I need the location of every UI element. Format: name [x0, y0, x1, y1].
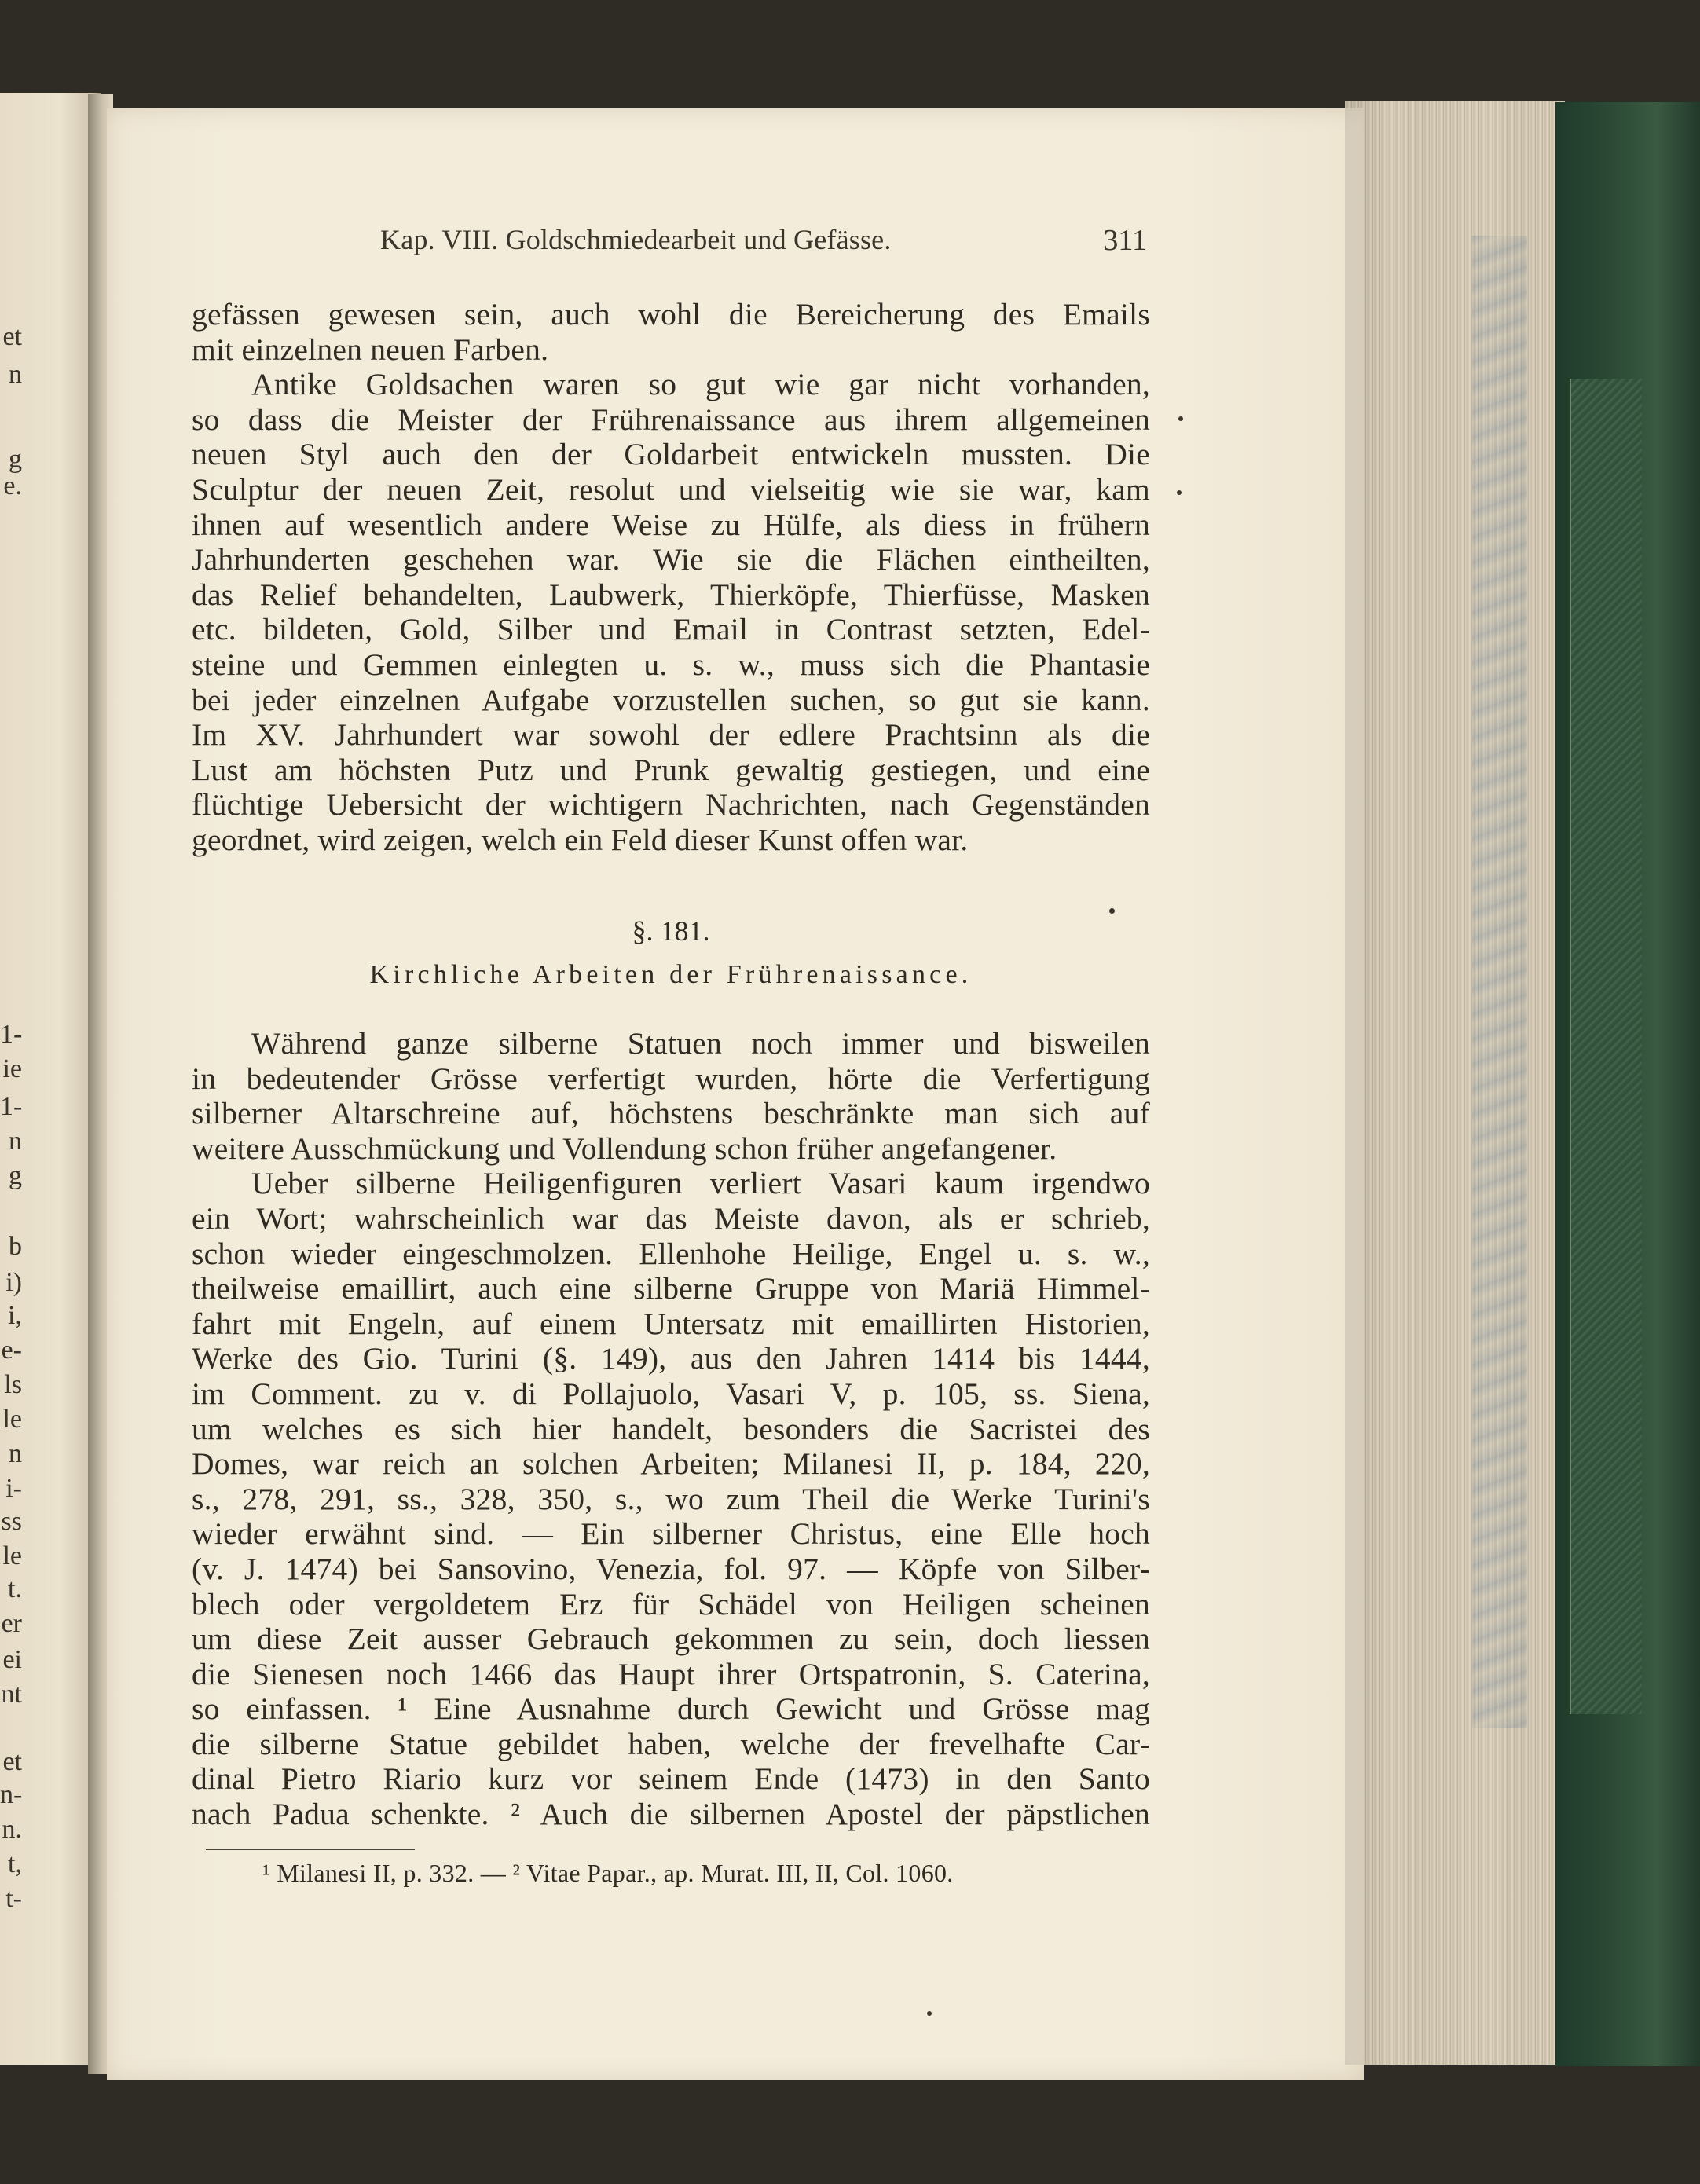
text-line: flüchtige Uebersicht der wichtigern Nachrichten, nach Gegenständen [192, 787, 1150, 823]
left-page-fragment: le [2, 1405, 22, 1434]
text-line: so einfassen. ¹ Eine Ausnahme durch Gewicht und Grösse mag [192, 1691, 1150, 1727]
text-line: bei jeder einzelnen Aufgabe vorzustellen suchen, so gut sie kann. [192, 682, 1150, 717]
text-line: gefässen gewesen sein, auch wohl die Bereicherung des Emails [192, 297, 1150, 332]
text-line: fahrt mit Engeln, auf einem Untersatz mit emaillirten Historien, [192, 1306, 1150, 1341]
left-page-fragment: i) [5, 1268, 22, 1297]
text-line: um diese Zeit ausser Gebrauch gekommen zu sein, doch liessen [192, 1622, 1150, 1657]
left-page-fragment: le [2, 1541, 22, 1570]
text-line: das Relief behandelten, Laubwerk, Thierköpfe, Thierfüsse, Masken [192, 577, 1150, 612]
text-line: neuen Styl auch den der Goldarbeit entwickeln mussten. Die [192, 437, 1150, 472]
body-text-top [192, 297, 1150, 858]
text-line: die Sienesen noch 1466 das Haupt ihrer Ortspatronin, S. Caterina, [192, 1656, 1150, 1691]
text-line: Werke des Gio. Turini (§. 149), aus den Jahren 1414 bis 1444, [192, 1341, 1150, 1376]
left-page-fragment: ei [2, 1645, 22, 1674]
text-line: weitere Ausschmückung und Vollendung schon früher angefangener. [192, 1130, 1057, 1166]
text-line: in bedeutender Grösse verfertigt wurden, hörte die Verfertigung [192, 1061, 1150, 1096]
text-line: geordnet, wird zeigen, welch ein Feld dieser Kunst offen war. [192, 822, 969, 857]
text-line: Domes, war reich an solchen Arbeiten; Milanesi II, p. 184, 220, [192, 1446, 1150, 1482]
text-line: im Comment. zu v. di Pollajuolo, Vasari V, p. 105, ss. Siena, [192, 1376, 1150, 1411]
left-page-fragment: t- [5, 1884, 22, 1913]
left-page-fragment: g [9, 445, 22, 474]
left-page-fragment: ls [4, 1370, 22, 1399]
text-line: Antike Goldsachen waren so gut wie gar nicht vorhanden, [251, 367, 1150, 402]
text-line: Jahrhunderten geschehen war. Wie sie die Flächen eintheilten, [192, 542, 1150, 577]
ink-speck [1178, 416, 1183, 421]
footnote: ¹ Milanesi II, p. 332. — ² Vitae Papar., ap. Murat. III, II, Col. 1060. [262, 1859, 954, 1887]
left-page-fragment: n [9, 1439, 22, 1468]
ink-speck [1177, 490, 1182, 495]
text-line: um welches es sich hier handelt, besonders die Sacristei des [192, 1411, 1150, 1446]
left-page-fragment: i, [8, 1301, 22, 1330]
left-page-fragment: b [9, 1232, 22, 1261]
left-page-fragment: 1- [0, 1092, 23, 1121]
text-line: silberner Altarschreine auf, höchstens beschränkte man sich auf [192, 1096, 1150, 1131]
text-line: so dass die Meister der Frührenaissance aus ihrem allgemeinen [192, 401, 1150, 437]
left-page-fragment: t, [8, 1849, 22, 1878]
text-line: ihnen auf wesentlich andere Weise zu Hülfe, als diess in frühern [192, 507, 1150, 542]
running-head-title: Kap. VIII. Goldschmiedearbeit und Gefässe. [380, 224, 892, 255]
page-edge-shadow [1345, 101, 1392, 2065]
text-line: schon wieder eingeschmolzen. Ellenhohe Heilige, Engel u. s. w., [192, 1236, 1150, 1271]
left-page-fragment: n [9, 1127, 22, 1156]
left-page-fragment: i- [5, 1474, 22, 1503]
cover-lining [1570, 379, 1642, 1714]
text-line: blech oder vergoldetem Erz für Schädel von Heiligen scheinen [192, 1586, 1150, 1622]
left-page-fragment: 1- [0, 1020, 23, 1049]
left-page-fragment: n [9, 360, 22, 389]
text-line: Ueber silberne Heiligenfiguren verliert Vasari kaum irgendwo [251, 1166, 1150, 1201]
left-page-fragment: nt [1, 1680, 22, 1709]
left-page-fragment: g [9, 1161, 22, 1190]
text-line: die silberne Statue gebildet haben, welche der frevelhafte Car- [192, 1726, 1150, 1761]
text-line: Lust am höchsten Putz und Prunk gewaltig gestiegen, und eine [192, 752, 1150, 787]
left-page-fragment: ss [1, 1507, 22, 1536]
ink-speck [1109, 908, 1115, 914]
text-line: etc. bildeten, Gold, Silber und Email in Contrast setzten, Edel- [192, 612, 1150, 647]
left-page-fragment: et [2, 1747, 22, 1776]
text-line: Sculptur der neuen Zeit, resolut und vielseitig wie sie war, kam [192, 471, 1150, 507]
text-line: steine und Gemmen einlegten u. s. w., muss sich die Phantasie [192, 647, 1150, 682]
text-line: theilweise emaillirt, auch eine silberne Gruppe von Mariä Himmel- [192, 1271, 1150, 1306]
left-page-fragment: n. [2, 1815, 22, 1844]
section-number: §. 181. [632, 915, 710, 947]
running-head [192, 223, 1147, 273]
left-page-fragment: e- [1, 1336, 22, 1365]
fore-edge-marbling [1472, 236, 1527, 1728]
left-page-fragment: ie [2, 1054, 22, 1083]
text-line: nach Padua schenkte. ² Auch die silbernen Apostel der päpstlichen [192, 1797, 1150, 1832]
text-line: s., 278, 291, ss., 328, 350, s., wo zum Theil die Werke Turini's [192, 1481, 1150, 1516]
body-text-bottom [192, 1026, 1150, 1832]
text-line: wieder erwähnt sind. — Ein silberner Christus, eine Elle hoch [192, 1516, 1150, 1552]
text-line: dinal Pietro Riario kurz vor seinem Ende (1473) in den Santo [192, 1761, 1150, 1797]
text-line: Im XV. Jahrhundert war sowohl der edlere Prachtsinn als die [192, 717, 1150, 753]
text-line: mit einzelnen neuen Farben. [192, 332, 549, 367]
left-page-fragment: t. [8, 1574, 22, 1603]
ink-speck [927, 2011, 932, 2016]
left-page-fragment: n- [0, 1780, 23, 1809]
page-number: 311 [1103, 224, 1147, 257]
left-page-fragment: et [2, 322, 22, 351]
text-line: ein Wort; wahrscheinlich war das Meiste davon, als er schrieb, [192, 1200, 1150, 1236]
left-page-fragment: er [1, 1609, 22, 1638]
section-heading: Kirchliche Arbeiten der Frührenaissance. [369, 960, 973, 989]
left-page-fragment: e. [3, 471, 22, 500]
text-line: Während ganze silberne Statuen noch immer und bisweilen [251, 1026, 1150, 1061]
text-line: (v. J. 1474) bei Sansovino, Venezia, fol. 97. — Köpfe von Silber- [192, 1551, 1150, 1586]
footnote-rule [206, 1849, 415, 1850]
